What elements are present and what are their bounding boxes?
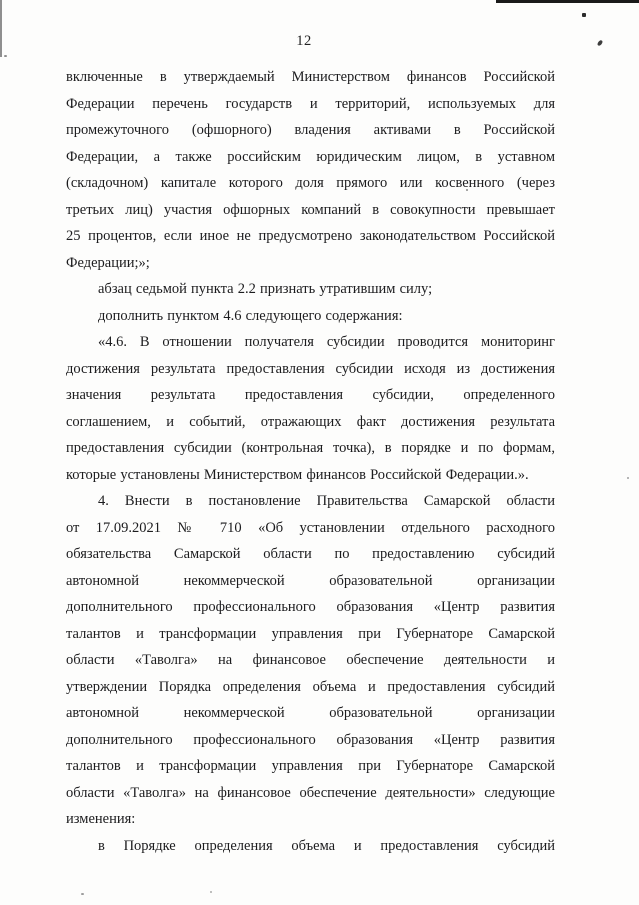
text-line: дополнительного профессионального образования «Центр развития <box>66 731 555 748</box>
text-line: промежуточного (офшорного) владения активами в Российской <box>66 122 555 138</box>
text-line: в Порядке определения объема и предоставления субсидий <box>98 837 555 854</box>
text-line: от 17.09.2021 № 710 «Об установлении отдельного расходного <box>66 519 555 536</box>
text-line: дополнительного профессионального образования «Центр развития <box>66 599 555 615</box>
text-line: Федерации перечень государств и территорий, используемых для <box>66 95 555 112</box>
document-body <box>66 64 555 859</box>
text-line: которые установлены Министерством финансов Российской Федерации.». <box>66 466 529 483</box>
scan-speck <box>582 13 586 17</box>
text-line: третьих лиц) участия офшорных компаний в совокупности превышает <box>66 201 555 218</box>
text-line: (складочном) капитале которого доля прямого или косвенного (через <box>66 175 555 191</box>
text-line: дополнить пунктом 4.6 следующего содержания: <box>98 307 403 324</box>
text-line: утверждении Порядка определения объема и предоставления субсидий <box>66 678 555 695</box>
text-line: достижения результата предоставления субсидии исходя из достижения <box>66 360 555 377</box>
text-line: Федерации;»; <box>66 254 150 271</box>
text-line: соглашением, и событий, отражающих факт достижения результата <box>66 413 555 430</box>
text-line: предоставления субсидии (контрольная точка), в порядке и по формам, <box>66 440 555 456</box>
text-line: области «Таволга» на финансовое обеспечение деятельности» следующие <box>66 784 555 801</box>
text-line: 25 процентов, если иное не предусмотрено законодательством Российской <box>66 228 555 244</box>
page-number: 12 <box>296 33 312 49</box>
text-line: изменения: <box>66 811 136 827</box>
text-line: «4.6. В отношении получателя субсидии проводится мониторинг <box>98 334 555 350</box>
scan-speck <box>210 891 212 893</box>
text-line: талантов и трансформации управления при Губернаторе Самарской <box>66 758 555 774</box>
scan-speck <box>4 55 7 57</box>
text-line: Федерации, а также российским юридическим лицом, в уставном <box>66 148 555 165</box>
scan-artifact-top-bar <box>496 0 639 3</box>
text-line: автономной некоммерческой образовательной организации <box>66 705 555 721</box>
text-line: автономной некоммерческой образовательной организации <box>66 572 555 589</box>
text-line: обязательства Самарской области по предоставлению субсидий <box>66 546 555 562</box>
text-line: значения результата предоставления субсидии, определенного <box>66 387 555 403</box>
scan-speck <box>81 893 84 895</box>
text-line: включенные в утверждаемый Министерством финансов Российской <box>66 69 555 85</box>
text-line: 4. Внести в постановление Правительства Самарской области <box>98 493 555 509</box>
text-line: области «Таволга» на финансовое обеспечение деятельности и <box>66 652 555 668</box>
text-line: абзац седьмой пункта 2.2 признать утратившим силу; <box>98 281 433 297</box>
scan-speck <box>627 477 629 479</box>
text-line: талантов и трансформации управления при Губернаторе Самарской <box>66 625 555 642</box>
